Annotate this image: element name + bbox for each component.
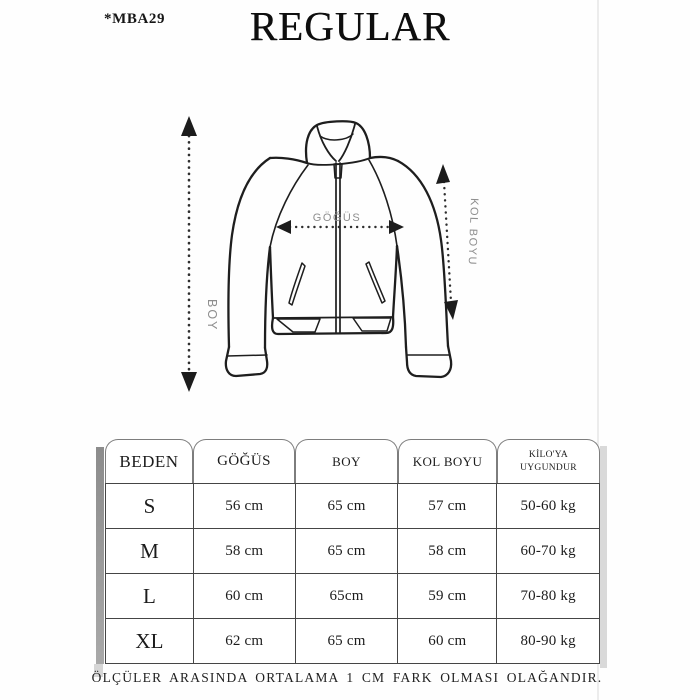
chest-cell: 62 cm (194, 619, 296, 664)
jacket-waistband-panel-left (277, 319, 320, 332)
jacket-waistband-panel-right (353, 318, 391, 331)
jacket-shoulder-right (370, 157, 398, 161)
measurement-note: ÖLÇÜLER ARASINDA ORTALAMA 1 CM FARK OLMASI OLAĞANDIR. (91, 670, 603, 685)
page-title: REGULAR (249, 3, 451, 49)
chest-arrowhead-left (276, 220, 291, 234)
jacket-cuff-left-seam (227, 355, 267, 356)
length-arrow (181, 116, 219, 392)
size-cell: S (106, 484, 194, 529)
table-row (106, 574, 600, 619)
chest-cell: 58 cm (194, 529, 296, 574)
product-code: *MBA29 (104, 11, 166, 27)
table-row (106, 484, 600, 529)
jacket-collar-inner-left (317, 126, 336, 161)
jacket-collar (306, 121, 370, 163)
chest-cell: 60 cm (194, 574, 296, 619)
jacket-body-right (393, 246, 397, 317)
size-cell: L (106, 574, 194, 619)
jacket-cuff-left (226, 347, 267, 376)
header-label: KOL BOYU (412, 453, 483, 469)
length-arrowhead-bottom (181, 372, 197, 392)
jacket-sleeve-right-inner (397, 246, 406, 347)
length-cell: 65 cm (296, 619, 399, 664)
jacket-drawing (226, 121, 451, 377)
sleeve-cell: 60 cm (398, 619, 497, 664)
jacket-shoulder-left (270, 158, 307, 163)
sleeve-cell: 57 cm (398, 484, 497, 529)
jacket-backneck-line (320, 134, 353, 140)
length-cell: 65 cm (296, 484, 399, 529)
sleeve-arrowhead-top (436, 164, 450, 184)
length-label: BOY (205, 299, 219, 332)
jacket-raglan-right (369, 160, 397, 246)
header-label: BOY (332, 453, 361, 469)
header-tab-size (105, 439, 193, 483)
header-label: BEDEN (119, 451, 179, 471)
sleeve-cell: 59 cm (398, 574, 497, 619)
header-tab-weight (497, 439, 600, 483)
weight-cell: 60-70 kg (497, 529, 600, 574)
size-table-header (105, 439, 600, 483)
table-row (106, 529, 600, 574)
jacket-cuff-right (406, 346, 451, 377)
weight-cell: 70-80 kg (497, 574, 600, 619)
header-label: GÖĞÜS (217, 453, 271, 469)
length-cell: 65 cm (296, 529, 399, 574)
table-row (106, 619, 600, 664)
sleeve-label: KOL BOYU (465, 197, 480, 267)
size-cell: M (106, 529, 194, 574)
chest-arrowhead-right (389, 220, 404, 234)
header-tab-length (295, 439, 398, 483)
sleeve-arrow (436, 164, 480, 320)
jacket-collar-inner-right (339, 124, 355, 161)
weight-cell: 80-90 kg (497, 619, 600, 664)
header-tab-chest (193, 439, 295, 483)
header-tab-sleeve (398, 439, 497, 483)
size-diagram (150, 100, 550, 400)
chest-cell: 56 cm (194, 484, 296, 529)
chest-label: GÖĞÜS (312, 212, 362, 224)
scan-strip-right (600, 446, 607, 668)
size-diagram-svg (150, 100, 550, 400)
jacket-sleeve-left-inner (265, 247, 270, 348)
jacket-sleeve-left-outer (228, 158, 270, 347)
jacket-body-left (270, 247, 273, 318)
size-cell: XL (106, 619, 194, 664)
scan-strip-left (96, 447, 104, 664)
sleeve-cell: 58 cm (398, 529, 497, 574)
jacket-raglan-left (270, 165, 308, 247)
length-arrowhead-top (181, 116, 197, 136)
weight-cell: 50-60 kg (497, 484, 600, 529)
jacket-pocket-right (366, 262, 385, 303)
size-table-body (105, 483, 600, 664)
size-table (105, 439, 600, 664)
header-label: KİLO'YA UYGUNDUR (520, 449, 577, 473)
jacket-pocket-left (289, 263, 305, 305)
length-cell: 65cm (296, 574, 399, 619)
